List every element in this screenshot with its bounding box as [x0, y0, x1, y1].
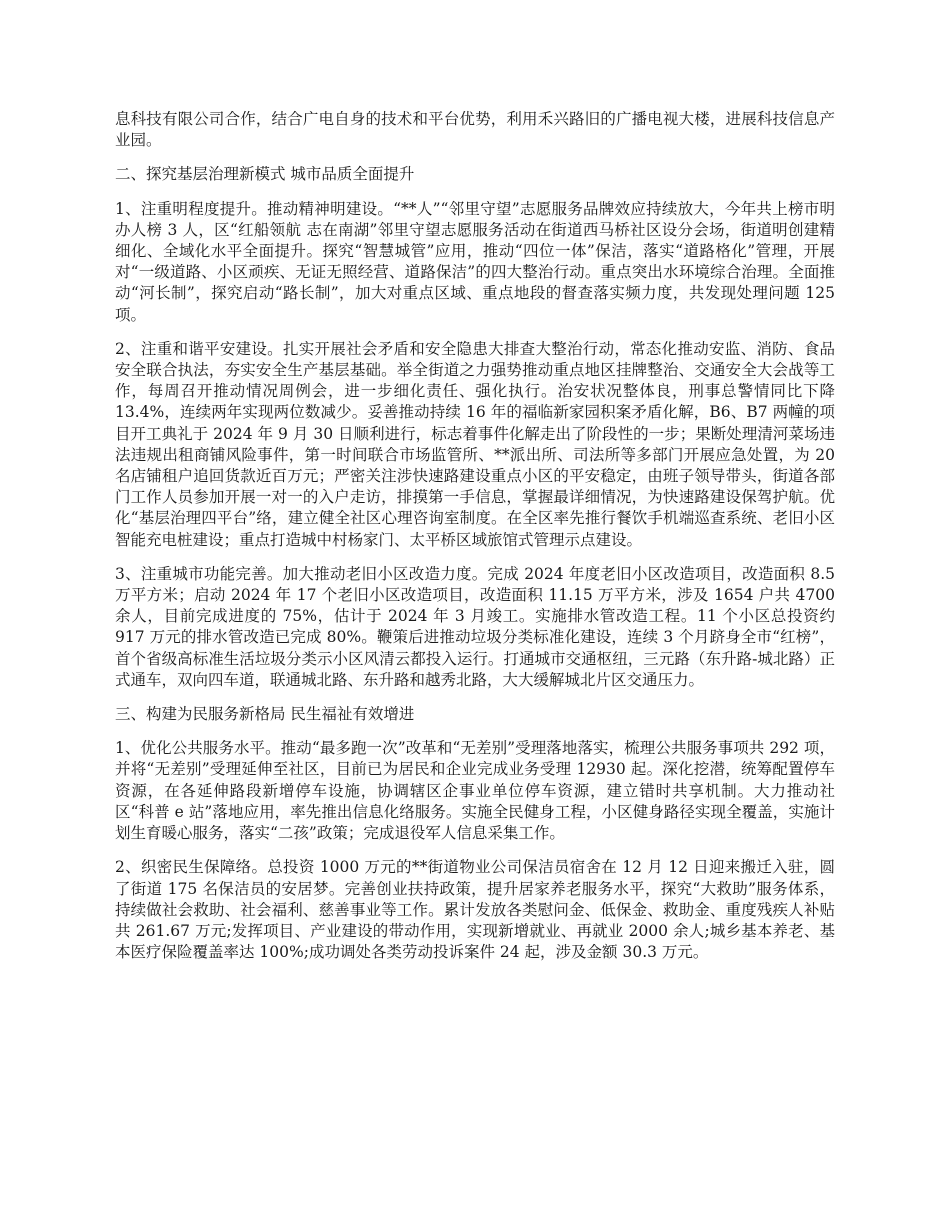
paragraph-intro-continuation: 息科技有限公司合作，结合广电自身的技术和平台优势，利用禾兴路旧的广播电视大楼，进展科技信息产业园。 — [115, 110, 835, 150]
paragraph-3-2: 2、织密民生保障络。总投资 1000 万元的**街道物业公司保洁员宿舍在 12 月 12 日迎来搬迁入驻，圆了街道 175 名保洁员的安居梦。完善创业扶持政策，提升居家养老服务水平，探究“大救助”服务体系，持续做社会救助、社会福利、慈善事业等工作。累计发放各类慰问金、低保金、救助金、重度残疾人补贴共 261.67 万元;发挥项目、产业建设的带动作用，实现新增就业、再就业 2000 余人;城乡基本养老、基本医疗保险覆盖率达 100%;成功调处各类劳动投诉案件 24 起，涉及金额 30.3 万元。 — [115, 858, 835, 962]
section-heading-3: 三、构建为民服务新格局 民生福祉有效增进 — [115, 705, 415, 724]
document-body — [115, 109, 835, 976]
paragraph-2-2: 2、注重和谐平安建设。扎实开展社会矛盾和安全隐患大排查大整治行动，常态化推动安监、消防、食品安全联合执法，夯实安全生产基层基础。举全街道之力强势推动重点地区挂牌整治、交通安全大会战等工作，每周召开推动情况周例会，进一步细化责任、强化执行。治安状况整体良，刑事总警情同比下降 13.4%，连续两年实现两位数减少。妥善推动持续 16 年的福临新家园积案矛盾化解，B6、B7 两幢的项目开工典礼于 2024 年 9 月 30 日顺利进行，标志着事件化解走出了阶段性的一步；果断处理清河菜场违法违规出租商铺风险事件，第一时间联合市场监管所、**派出所、司法所等多部门开展应急处置，为 20 名店铺租户追回货款近百万元；严密关注涉快速路建设重点小区的平安稳定，由班子领导带头，街道各部门工作人员参加开展一对一的入户走访，排摸第一手信息，掌握最详细情况，为快速路建设保驾护航。优化“基层治理四平台”络，建立健全社区心理咨询室制度。在全区率先推行餐饮手机端巡查系统、老旧小区智能充电桩建设；重点打造城中村杨家门、太平桥区域旅馆式管理示点建设。 — [115, 339, 835, 549]
section-heading-2: 二、探究基层治理新模式 城市品质全面提升 — [115, 165, 415, 184]
paragraph-2-1: 1、注重明程度提升。推动精神明建设。“**人”“邻里守望”志愿服务品牌效应持续放大，今年共上榜市明办人榜 3 人，区“红船领航 志在南湖”邻里守望志愿服务活动在街道西马桥社区设分会场，街道明创建精细化、全域化水平全面提升。探究“智慧城管”应用，推动“四位一体”保洁，落实“道路格化”管理，开展对“一级道路、小区顽疾、无证无照经营、道路保洁”的四大整治行动。重点突出水环境综合治理。全面推动“河长制”，探究启动“路长制”，加大对重点区域、重点地段的督查落实频力度，共发现处理问题 125 项。 — [115, 199, 835, 324]
paragraph-2-3: 3、注重城市功能完善。加大推动老旧小区改造力度。完成 2024 年度老旧小区改造项目，改造面积 8.5 万平方米；启动 2024 年 17 个老旧小区改造项目，改造面积 11.15 万平方米，涉及 1654 户共 4700 余人，目前完成进度的 75%，估计于 2024 年 3 月竣工。实施排水管改造工程。11 个小区总投资约 917 万元的排水管改造已完成 80%。鞭策后进推动垃圾分类标准化建设，连续 3 个月跻身全市“红榜”，首个省级高标准生活垃圾分类示小区风清云都投入运行。打通城市交通枢纽，三元路（东升路-城北路）正式通车，双向四车道，联通城北路、东升路和越秀北路，大大缓解城北片区交通压力。 — [115, 564, 835, 689]
paragraph-3-1: 1、优化公共服务水平。推动“最多跑一次”改革和“无差别”受理落地落实，梳理公共服务事项共 292 项，并将“无差别”受理延伸至社区，目前已为居民和企业完成业务受理 12930 起。深化挖潜，统筹配置停车资源，在各延伸路段新增停车设施，协调辖区企事业单位停车资源，建立错时共享机制。大力推动社区“科普 e 站”落地应用，率先推出信息化络服务。实施全民健身工程，小区健身路径实现全覆盖，实施计划生育暖心服务，落实“二孩”政策；完成退役军人信息采集工作。 — [115, 739, 835, 843]
